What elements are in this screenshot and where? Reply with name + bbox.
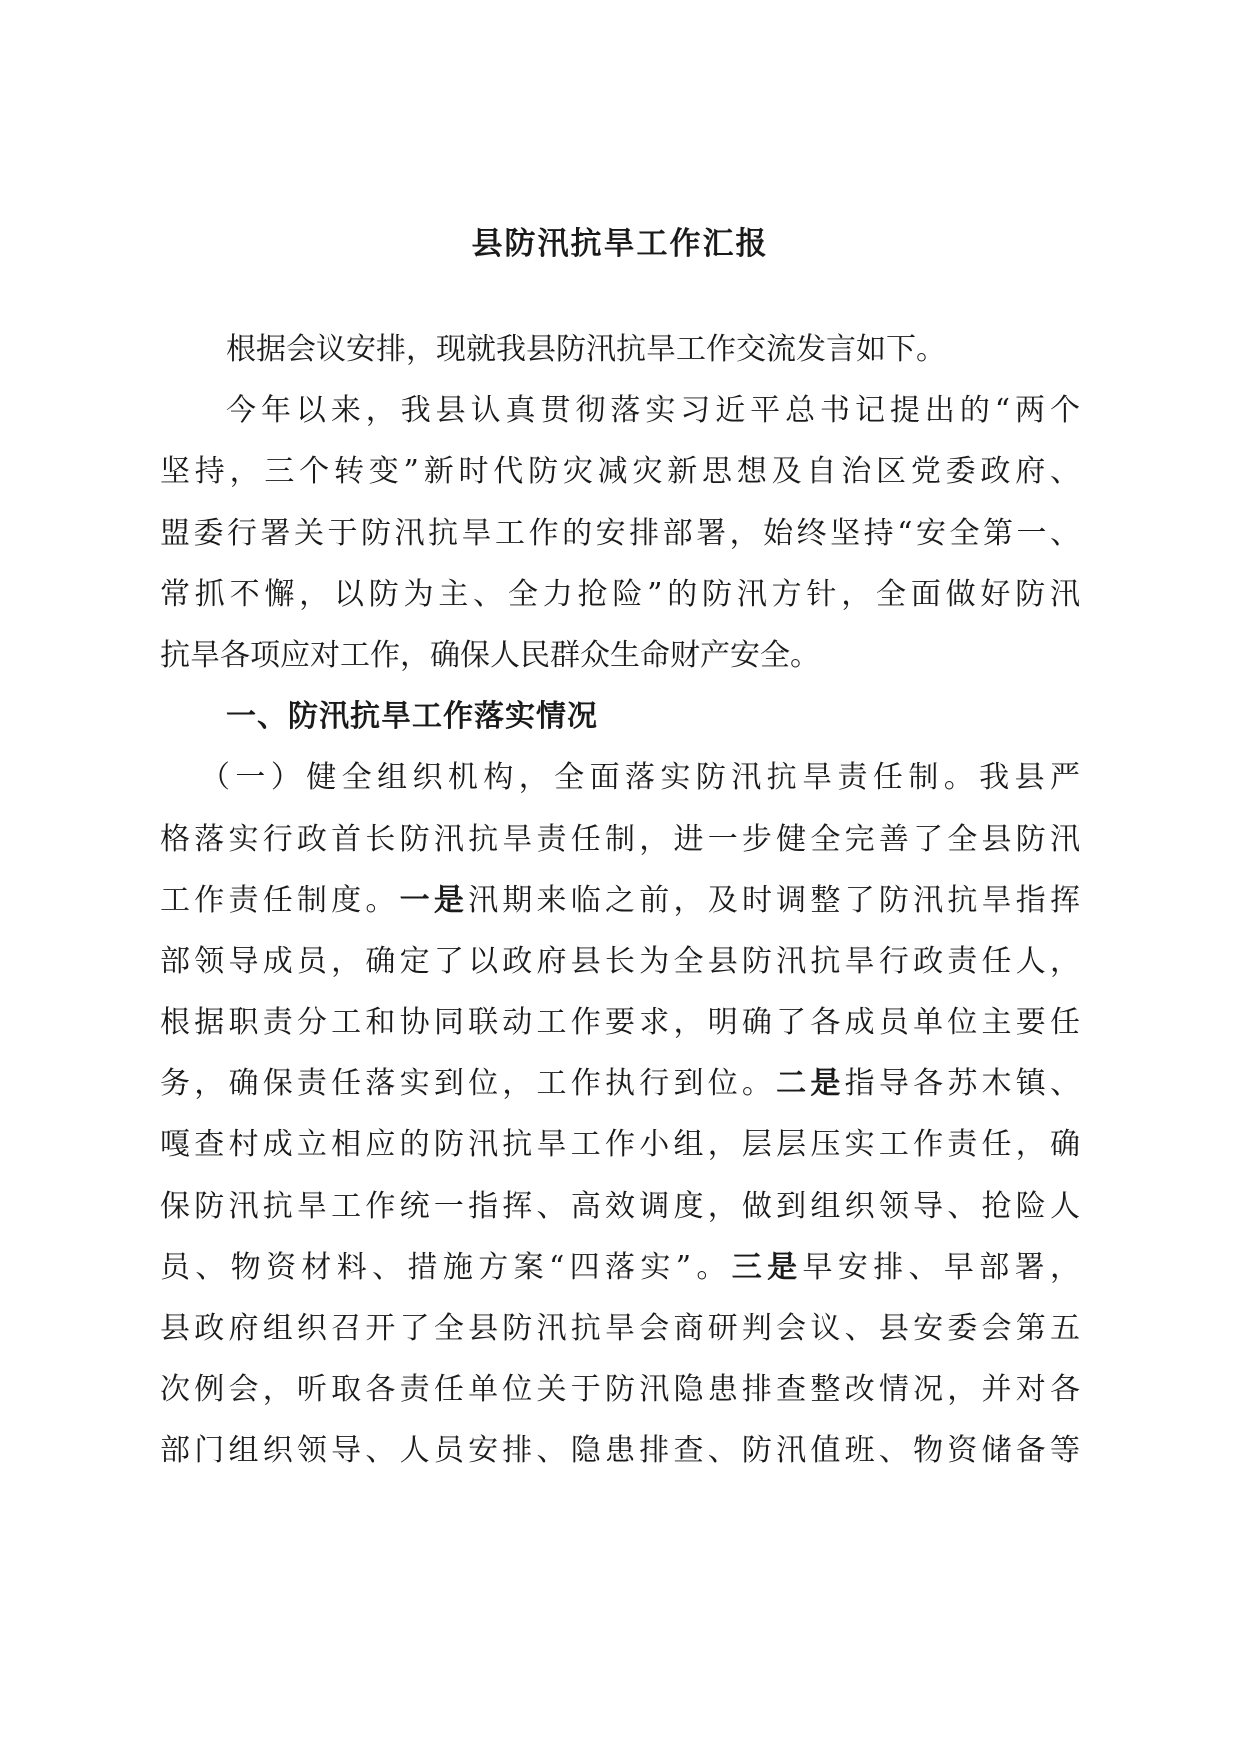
- paragraph-1-line-1: 今年以来，我县认真贯彻落实习近平总书记提出的“两个: [226, 393, 1080, 429]
- paragraph-2-line-12: 部门组织领导、人员安排、隐患排查、防汛值班、物资储备等: [160, 1433, 1080, 1469]
- paragraph-1-line-5: 抗旱各项应对工作，确保人民群众生命财产安全。: [160, 637, 820, 673]
- paragraph-2-line-9: [160, 1237, 1080, 1298]
- paragraph-2-line-6-text-b: 指导各苏木镇、: [844, 1066, 1081, 1102]
- paragraph-2-line-2: 格落实行政首长防汛抗旱责任制，进一步健全完善了全县防汛: [160, 821, 1080, 857]
- document-title: 县防汛抗旱工作汇报: [471, 226, 769, 262]
- paragraph-2-line-6-text-a: 务，确保责任落实到位，工作执行到位。: [160, 1066, 777, 1102]
- paragraph-2-line-9-text-a: 员、物资材料、措施方案“四落实”。: [160, 1249, 732, 1285]
- paragraph-2-line-11: 次例会，听取各责任单位关于防汛隐患排查整改情况，并对各: [160, 1372, 1080, 1408]
- paragraph-2-line-7: 嘎查村成立相应的防汛抗旱工作小组，层层压实工作责任，确: [160, 1127, 1080, 1163]
- paragraph-2-line-9-text-b: 早安排、早部署，: [802, 1249, 1080, 1285]
- paragraph-2-line-4: 部领导成员，确定了以政府县长为全县防汛抗旱行政责任人，: [160, 943, 1080, 979]
- section-1-heading: 一、防汛抗旱工作落实情况: [226, 699, 598, 735]
- paragraph-2-line-3-text-b: 汛期来临之前，及时调整了防汛抗旱指挥: [468, 882, 1081, 918]
- paragraph-2-line-10: 县政府组织召开了全县防汛抗旱会商研判会议、县安委会第五: [160, 1311, 1080, 1346]
- paragraph-1-line-2: 坚持，三个转变”新时代防灾减灾新思想及自治区党委政府、: [160, 454, 1080, 490]
- paragraph-1-line-4: 常抓不懈，以防为主、全力抢险”的防汛方针，全面做好防汛: [160, 576, 1080, 612]
- intro-paragraph: 根据会议安排，现就我县防汛抗旱工作交流发言如下。: [226, 332, 946, 367]
- paragraph-2-line-1: （一）健全组织机构，全面落实防汛抗旱责任制。我县严: [200, 760, 1080, 796]
- paragraph-2-line-5: 根据职责分工和协同联动工作要求，明确了各成员单位主要任: [160, 1005, 1080, 1041]
- keyword-first: 一是: [399, 882, 469, 918]
- paragraph-2-line-8: 保防汛抗旱工作统一指挥、高效调度，做到组织领导、抢险人: [160, 1188, 1080, 1224]
- paragraph-1-line-3: 盟委行署关于防汛抗旱工作的安排部署，始终坚持“安全第一、: [160, 515, 1080, 551]
- document-body: [160, 319, 1080, 1482]
- paragraph-2-line-3: [160, 870, 1080, 931]
- keyword-second: 二是: [776, 1066, 845, 1102]
- keyword-third: 三是: [731, 1249, 803, 1285]
- paragraph-2-line-6: [160, 1053, 1080, 1114]
- paragraph-2-line-3-text-a: 工作责任制度。: [160, 882, 400, 918]
